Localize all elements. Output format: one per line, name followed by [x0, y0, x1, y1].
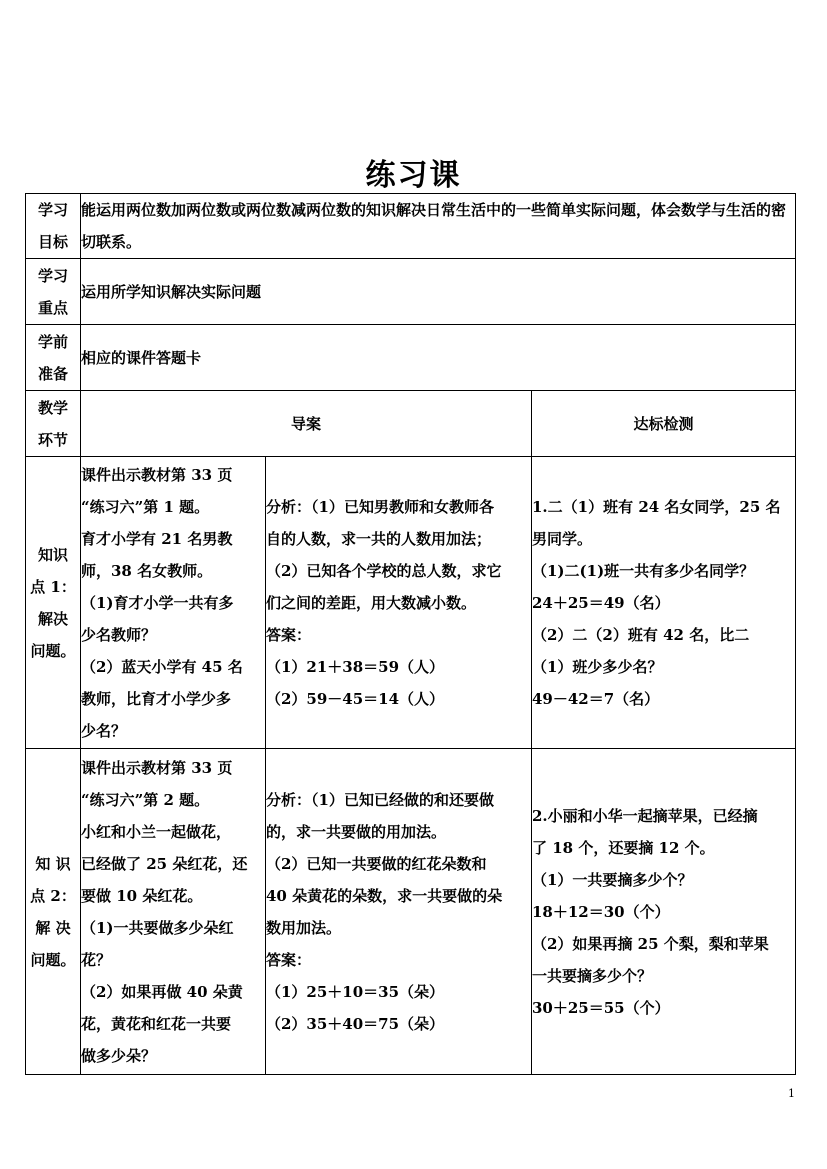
prep-row: [26, 325, 796, 391]
point1-check: 1.二（1）班有 24 名女同学，25 名 男同学。 （1)二(1)班一共有多少名同学？ 24＋25＝49（名） （2）二（2）班有 42 名，比二 （1）班少多少名？ 49－42＝7（名）: [532, 457, 796, 749]
point2-guide-left: 课件出示教材第 33 页 “练习六”第 2 题。 小红和小兰一起做花， 已经做了 25 朵红花，还 要做 10 朵红花。 （1)一共要做多少朵红 花？ （2）如果再做 40 朵黄 花，黄花和红花一共要 做多少朵？: [81, 749, 266, 1075]
section-label: 教学 环节: [26, 391, 81, 457]
point1-label: 知识 点 1： 解决 问题。: [26, 457, 81, 749]
focus-label: 学习 重点: [26, 259, 81, 325]
point1-guide-left: 课件出示教材第 33 页 “练习六”第 1 题。 育才小学有 21 名男教 师，38 名女教师。 （1)育才小学一共有多 少名教师？ （2）蓝天小学有 45 名 教师，比育才小学少多 少名？: [81, 457, 266, 749]
page-number: 1: [788, 1087, 795, 1100]
focus-row: [26, 259, 796, 325]
point1-row: [26, 457, 796, 749]
page-title: 练习课: [365, 158, 462, 193]
goal-text: 能运用两位数加两位数或两位数减两位数的知识解决日常生活中的一些简单实际问题，体会数学与生活的密切联系。: [81, 194, 796, 259]
goal-label: 学习 目标: [26, 194, 81, 259]
guide-header: 导案: [81, 391, 532, 457]
goal-row: [26, 194, 796, 259]
check-header: 达标检测: [532, 391, 796, 457]
prep-label: 学前 准备: [26, 325, 81, 391]
point2-check: 2.小丽和小华一起摘苹果，已经摘 了 18 个，还要摘 12 个。 （1）一共要摘多少个？ 18＋12＝30（个） （2）如果再摘 25 个梨，梨和苹果 一共要摘多少个？ 30＋25＝55（个）: [532, 749, 796, 1075]
focus-text: 运用所学知识解决实际问题: [81, 259, 796, 325]
lesson-table: [25, 193, 796, 1075]
header-row: [26, 391, 796, 457]
point2-row: [26, 749, 796, 1075]
point1-guide-right: 分析：（1）已知男教师和女教师各 自的人数，求一共的人数用加法； （2）已知各个学校的总人数，求它 们之间的差距，用大数减小数。 答案： （1）21＋38＝59（人） （2）59－45＝14（人）: [266, 457, 532, 749]
point2-guide-right: 分析：（1）已知已经做的和还要做 的，求一共要做的用加法。 （2）已知一共要做的红花朵数和 40 朵黄花的朵数，求一共要做的朵 数用加法。 答案： （1）25＋10＝35（朵） （2）35＋40＝75（朵）: [266, 749, 532, 1075]
prep-text: 相应的课件答题卡: [81, 325, 796, 391]
point2-label: 知 识 点 2： 解 决 问题。: [26, 749, 81, 1075]
